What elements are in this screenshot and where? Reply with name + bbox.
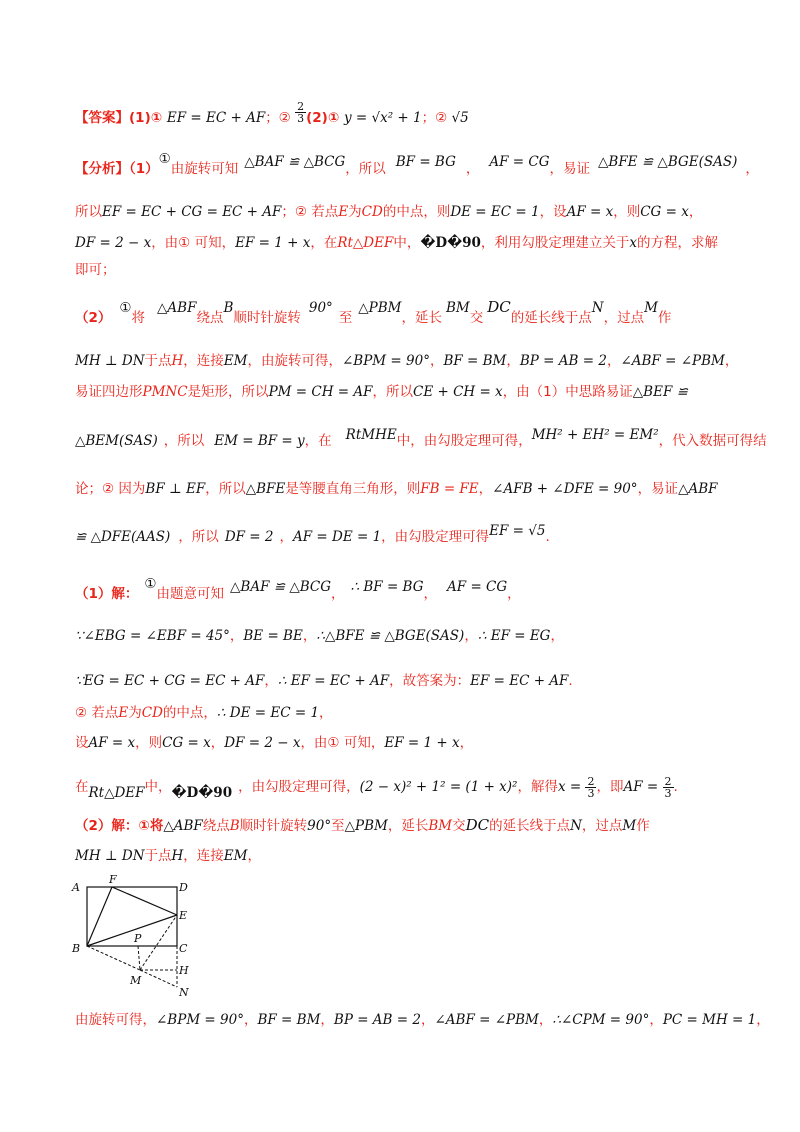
- analysis-label: 【分析】: [75, 161, 129, 177]
- solution-line-3: ∵EG = EC + CG = EC + AF，∴ EF = EC + AF，故答案为：EF = EC + AF.: [75, 673, 573, 689]
- analysis-line-5: （2）①将△ABF绕点B顺时针旋转90°至△PBM，延长BM交DC的延长线于点N，过点M作: [75, 298, 672, 326]
- solution-line-4: ② 若点E为CD的中点，∴ DE = EC = 1，: [75, 705, 333, 721]
- segment-pm: [138, 946, 140, 970]
- label-b: B: [72, 942, 81, 955]
- segment-bm: [87, 946, 140, 970]
- solution-fraction-af: $\frac{2}{3}$: [664, 775, 672, 800]
- solution-line-9: 由旋转可得，∠BPM = 90°，BF = BM，BP = AB = 2，∠ABF = ∠PBM，∴∠CPM = 90°，PC = MH = 1，: [75, 1012, 770, 1028]
- label-e: E: [179, 909, 188, 922]
- analysis-line-9: 论；② 因为BF ⊥ EF，所以△BFE是等腰直角三角形，则FB = FE，∠AFB + ∠DFE = 90°，易证△ABF: [75, 481, 718, 497]
- solution-line-1: （1）解：①由题意可知 △BAF ≌ △BCG， ∴ BF = BG， AF = CG，: [75, 576, 521, 602]
- answer-line: 【答案】(1)① EF = EC + AF；② $\frac{2}{3}$ (2)① y = √x² + 1；② √5: [75, 100, 469, 126]
- analysis-line-3: DF = 2 − x，由① 可知，EF = 1 + x，在Rt△DEF中，�D�90，利用勾股定理建立关于x的方程，求解: [75, 235, 719, 251]
- answer-label: 【答案】: [75, 110, 129, 126]
- solution-fraction-x: $\frac{2}{3}$: [587, 775, 595, 800]
- label-p: P: [134, 932, 142, 945]
- segment-bf: [87, 887, 112, 946]
- label-a: A: [72, 881, 80, 894]
- segment-be: [87, 915, 177, 946]
- solution-line-7: （2）解：①将△ABF绕点B顺时针旋转90°至△PBM，延长BM交DC的延长线于点N，过点M作: [75, 816, 650, 834]
- label-m: M: [130, 974, 142, 987]
- analysis-line-1: 【分析】（1）①由旋转可知 △BAF ≌ △BCG，所以 BF = BG ， AF = CG，易证 △BFE ≌ △BGE(SAS) ，: [75, 151, 759, 177]
- solution-line-6: 在Rt△DEF中，�D�90 ，由勾股定理可得，(2 − x)² + 1² = (1 + x)²，解得x = $\frac{2}{3}$ ，即AF = $\frac{2}{3}$ .: [75, 775, 678, 801]
- label-f: F: [109, 873, 117, 886]
- solution-line-5: 设AF = x，则CG = x，DF = 2 − x，由① 可知，EF = 1 + x，: [75, 735, 474, 751]
- answer-fraction: $\frac{2}{3}$: [297, 100, 305, 125]
- analysis-line-7: 易证四边形PMNC是矩形，所以PM = CH = AF，所以CE + CH = x，由（1）中思路易证△BEF ≌: [75, 384, 688, 400]
- segment-me: [140, 915, 177, 970]
- segment-fe: [112, 887, 177, 915]
- solution-line-8: MH ⊥ DN于点H，连接EM，: [75, 848, 261, 864]
- geometry-diagram: [70, 872, 192, 1002]
- label-c: C: [179, 942, 188, 955]
- analysis-line-2: 所以EF = EC + CG = EC + AF；② 若点E为CD的中点，则DE = EC = 1，设AF = x，则CG = x，: [75, 204, 703, 220]
- analysis-line-6: MH ⊥ DN于点H，连接EM，由旋转可得，∠BPM = 90°，BF = BM，BP = AB = 2，∠ABF = ∠PBM，: [75, 353, 739, 369]
- label-d: D: [179, 881, 188, 894]
- label-h: H: [179, 964, 189, 977]
- segment-mn: [140, 970, 177, 987]
- analysis-line-8: △BEM(SAS) ，所以 EM = BF = y，在 RtMHE中，由勾股定理可得，MH² + EH² = EM²，代入数据可得结: [75, 427, 767, 449]
- analysis-line-10: ≌ △DFE(AAS) ，所以 DF = 2 ，AF = DE = 1，由勾股定理可得EF = √5.: [75, 523, 550, 545]
- solution-line-2: ∵∠EBG = ∠EBF = 45°，BE = BE，∴△BFE ≌ △BGE(SAS)，∴ EF = EG，: [75, 628, 564, 644]
- label-n: N: [179, 986, 189, 999]
- analysis-line-4: 即可；: [75, 262, 116, 278]
